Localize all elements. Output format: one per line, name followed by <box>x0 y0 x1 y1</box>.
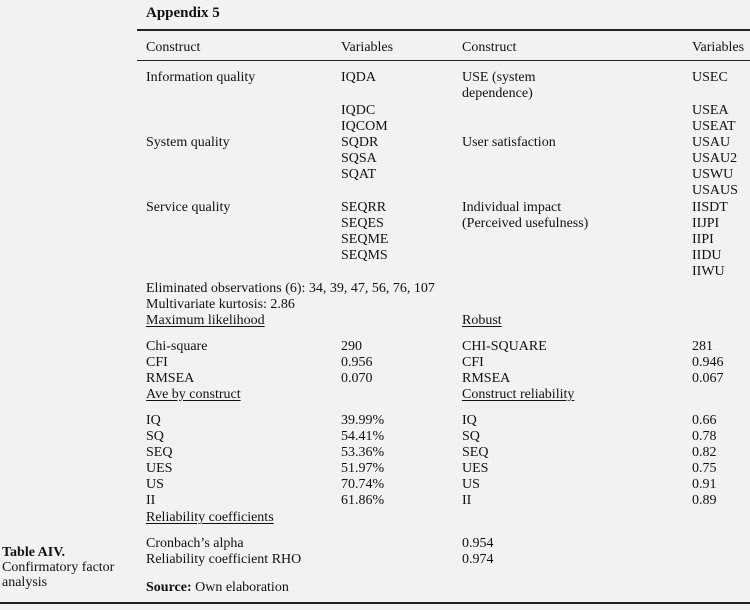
cr-label: US <box>462 477 480 492</box>
source-text: Own elaboration <box>191 580 289 595</box>
ave-label: UES <box>146 461 173 476</box>
fit-value: 0.956 <box>341 355 373 370</box>
table-caption-label: Table AIV. <box>2 545 66 560</box>
construct-individual-impact-line1: Individual impact <box>462 200 562 215</box>
variable: IISDT <box>692 200 728 215</box>
construct-information-quality: Information quality <box>146 70 256 85</box>
ave-value: 51.97% <box>341 461 385 476</box>
header-construct-left: Construct <box>146 40 201 55</box>
fit-label: CFI <box>146 355 168 370</box>
ave-value: 70.74% <box>341 477 385 492</box>
reliability-label: Cronbach’s alpha <box>146 536 244 551</box>
header-construct-right: Construct <box>462 40 517 55</box>
robust-heading: Robust <box>462 313 502 328</box>
cr-value: 0.66 <box>692 413 717 428</box>
cr-label: SQ <box>462 429 480 444</box>
variable: IIJPI <box>692 216 720 231</box>
cr-value: 0.89 <box>692 493 717 508</box>
cr-value: 0.78 <box>692 429 717 444</box>
fit-value: 290 <box>341 339 362 354</box>
table-caption-line2: analysis <box>2 575 48 590</box>
header-variables-right: Variables <box>692 40 745 55</box>
fit-label: CFI <box>462 355 484 370</box>
construct-use-line2: dependence) <box>462 86 533 101</box>
cr-value: 0.75 <box>692 461 717 476</box>
variable: USEAT <box>692 119 736 134</box>
ave-value: 54.41% <box>341 429 385 444</box>
construct-individual-impact-line2: (Perceived usefulness) <box>462 216 589 231</box>
fit-label: CHI-SQUARE <box>462 339 547 354</box>
variable: IIWU <box>692 264 725 279</box>
ave-heading: Ave by construct <box>146 387 241 402</box>
variable: SQAT <box>341 167 377 182</box>
variable: IQDC <box>341 103 376 118</box>
fit-value: 281 <box>692 339 713 354</box>
construct-service-quality: Service quality <box>146 200 231 215</box>
ave-value: 53.36% <box>341 445 385 460</box>
variable: IQCOM <box>341 119 388 134</box>
variable: SEQMS <box>341 248 388 263</box>
source-label: Source: <box>146 580 192 595</box>
ave-value: 61.86% <box>341 493 385 508</box>
variable: IIDU <box>692 248 722 263</box>
reliability-value: 0.954 <box>462 536 494 551</box>
reliability-heading: Reliability coefficients <box>146 510 274 525</box>
construct-system-quality: System quality <box>146 135 230 150</box>
reliability-value: 0.974 <box>462 552 494 567</box>
cr-label: SEQ <box>462 445 489 460</box>
appendix-title: Appendix 5 <box>146 5 220 21</box>
cr-heading: Construct reliability <box>462 387 575 402</box>
cr-label: UES <box>462 461 489 476</box>
variable: USAU2 <box>692 151 738 166</box>
cr-label: II <box>462 493 472 508</box>
variable: SQDR <box>341 135 379 150</box>
table-caption-line1: Confirmatory factor <box>2 560 115 575</box>
cr-label: IQ <box>462 413 477 428</box>
fit-label: RMSEA <box>462 371 511 386</box>
ave-label: SQ <box>146 429 164 444</box>
eliminated-observations: Eliminated observations (6): 34, 39, 47, 56, 76, 107 <box>146 281 435 296</box>
variable: USEC <box>692 70 728 85</box>
header-variables-left: Variables <box>341 40 394 55</box>
ave-label: US <box>146 477 164 492</box>
reliability-label: Reliability coefficient RHO <box>146 552 302 567</box>
header-rule <box>137 60 750 61</box>
cr-value: 0.82 <box>692 445 717 460</box>
variable: IIPI <box>692 232 714 247</box>
variable: USAUS <box>692 183 738 198</box>
ave-label: SEQ <box>146 445 173 460</box>
variable: USEA <box>692 103 729 118</box>
cr-value: 0.91 <box>692 477 717 492</box>
source-note <box>146 580 289 595</box>
fit-value: 0.070 <box>341 371 373 386</box>
ave-label: II <box>146 493 156 508</box>
variable: SEQME <box>341 232 389 247</box>
variable: USAU <box>692 135 731 150</box>
fit-label: Chi-square <box>146 339 208 354</box>
variable: USWU <box>692 167 734 182</box>
variable: SEQES <box>341 216 384 231</box>
variable: SEQRR <box>341 200 387 215</box>
fit-value: 0.067 <box>692 371 724 386</box>
fit-label: RMSEA <box>146 371 195 386</box>
multivariate-kurtosis: Multivariate kurtosis: 2.86 <box>146 297 295 312</box>
construct-user-satisfaction: User satisfaction <box>462 135 556 150</box>
ave-label: IQ <box>146 413 161 428</box>
ml-heading: Maximum likelihood <box>146 313 265 328</box>
fit-value: 0.946 <box>692 355 724 370</box>
construct-use-line1: USE (system <box>462 70 536 85</box>
ave-value: 39.99% <box>341 413 385 428</box>
variable: IQDA <box>341 70 376 85</box>
bottom-rule <box>0 602 750 604</box>
variable: SQSA <box>341 151 377 166</box>
top-rule <box>137 29 750 31</box>
